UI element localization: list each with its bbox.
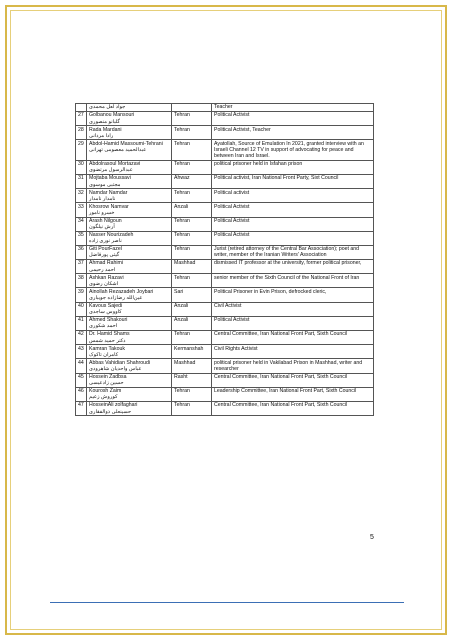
name-english: Ahmed Shakouri — [89, 317, 128, 324]
table-row — [76, 111, 374, 125]
row-number-cell: 40 — [76, 302, 87, 316]
name-english: Nasser Nourizadeh — [89, 232, 134, 239]
table-row — [76, 217, 374, 231]
table-row — [76, 174, 374, 188]
name-english: Arash Nilgoun — [89, 217, 122, 224]
name-persian: مجتبی موسوی — [89, 181, 121, 188]
name-persian: احمد شکوری — [89, 323, 118, 330]
row-number-cell: 28 — [76, 126, 87, 140]
table-row — [76, 359, 374, 373]
name-cell — [87, 111, 172, 125]
row-number-cell: 44 — [76, 359, 87, 373]
name-english: Mojtaba Moussavi — [89, 175, 131, 182]
row-number-cell: 46 — [76, 387, 87, 401]
name-persian: ناصر نوری زاده — [89, 238, 122, 245]
name-persian: کاووس ساجدی — [89, 309, 122, 316]
page-number: 5 — [370, 534, 374, 541]
table-row — [76, 302, 374, 316]
row-number-cell: 37 — [76, 260, 87, 274]
table-row — [76, 231, 374, 245]
city-cell: Anzali — [172, 203, 212, 217]
row-number-cell: 35 — [76, 231, 87, 245]
description-cell: political prisoner held in Isfahan prison — [212, 160, 374, 174]
description-cell: Central Committee, Iran National Front Part, Sixth Council — [212, 331, 374, 345]
row-number-cell: 32 — [76, 189, 87, 203]
description-cell: Political Activist — [212, 111, 374, 125]
name-english: Rada Mardani — [89, 126, 122, 133]
name-cell — [87, 140, 172, 160]
name-english: Kamran Takouk — [89, 345, 125, 352]
name-cell — [87, 359, 172, 373]
name-persian: احمد رحیمی — [89, 266, 116, 273]
city-cell: Tehran — [172, 387, 212, 401]
description-cell: Political Activist, Teacher — [212, 126, 374, 140]
description-cell: Political Activist — [212, 217, 374, 231]
name-cell — [87, 174, 172, 188]
name-english: Kavous Sajedi — [89, 303, 123, 310]
name-english: Abbas Vahidian Shahroudi — [89, 359, 151, 366]
description-cell: political prisoner held in Vakilabad Prison in Mashhad, writer and researcher — [212, 359, 374, 373]
name-persian: عباس واحدیان شاهرودی — [89, 365, 142, 372]
name-persian: عین‌الله رضازاده جویباری — [89, 295, 143, 302]
city-cell: Tehran — [172, 189, 212, 203]
table-row — [76, 331, 374, 345]
name-english: Abdolrasoul Mortazavi — [89, 161, 141, 168]
table-row — [76, 203, 374, 217]
row-number-cell: 47 — [76, 401, 87, 415]
description-cell: Political Prisoner in Evin Prison, defrocked cleric, — [212, 288, 374, 302]
name-cell — [87, 401, 172, 415]
description-cell: Political activist, Iran National Front Party, Sixt Council — [212, 174, 374, 188]
name-english: Giti PourFazel — [89, 246, 122, 253]
description-cell: Jurist (retired attorney of the Central Bar Association); poet and writer, member of the Iranian Writers' Association — [212, 245, 374, 259]
row-number-cell: 31 — [76, 174, 87, 188]
city-cell: Anzali — [172, 302, 212, 316]
city-cell — [172, 104, 212, 112]
table-row — [76, 316, 374, 330]
city-cell: Mashhad — [172, 359, 212, 373]
name-cell — [87, 245, 172, 259]
city-cell: Tehran — [172, 126, 212, 140]
table-row — [76, 160, 374, 174]
city-cell: Tehran — [172, 217, 212, 231]
name-cell — [87, 302, 172, 316]
table-row — [76, 373, 374, 387]
name-persian: حسین زادعیسی — [89, 380, 124, 387]
row-number-cell: 36 — [76, 245, 87, 259]
name-persian: رادا مردانی — [89, 132, 114, 139]
name-persian: عبدالرسول مرتضوی — [89, 167, 133, 174]
row-number-cell: 33 — [76, 203, 87, 217]
description-cell: Political activist — [212, 189, 374, 203]
table-row — [76, 140, 374, 160]
city-cell: Anzali — [172, 316, 212, 330]
name-cell — [87, 160, 172, 174]
table-row — [76, 387, 374, 401]
name-cell — [87, 331, 172, 345]
row-number-cell: 27 — [76, 111, 87, 125]
description-cell: Civil Rights Activist — [212, 345, 374, 359]
table-row — [76, 345, 374, 359]
name-persian: گلبانو منصوری — [89, 118, 120, 125]
name-cell — [87, 203, 172, 217]
name-cell — [87, 345, 172, 359]
table-row — [76, 288, 374, 302]
name-english: Khosrow Namvar — [89, 203, 129, 210]
row-number-cell: 34 — [76, 217, 87, 231]
row-number-cell: 41 — [76, 316, 87, 330]
name-cell — [87, 373, 172, 387]
description-cell: Political Activist — [212, 231, 374, 245]
name-cell — [87, 316, 172, 330]
name-cell — [87, 387, 172, 401]
footer-divider — [50, 602, 404, 603]
name-english: Abdol-Hamid Massoumi-Tehrani — [89, 140, 163, 147]
name-cell — [87, 126, 172, 140]
city-cell: Kermanshah — [172, 345, 212, 359]
name-english: Dr. Hamid Shams — [89, 331, 130, 338]
name-persian: دکتر حمید شمس — [89, 337, 126, 344]
name-persian: آرش نیلگون — [89, 224, 115, 231]
description-cell: Central Committee, Iran National Front Part, Sixth Council — [212, 401, 374, 415]
name-english: Hossein Zadbsa — [89, 373, 127, 380]
row-number-cell: 45 — [76, 373, 87, 387]
table-row — [76, 126, 374, 140]
city-cell: Tehran — [172, 140, 212, 160]
city-cell: Tehran — [172, 331, 212, 345]
city-cell: Ahwaz — [172, 174, 212, 188]
name-english: Namdar Namdar — [89, 189, 128, 196]
city-cell: Tehran — [172, 401, 212, 415]
name-cell — [87, 217, 172, 231]
name-cell — [87, 274, 172, 288]
name-cell — [87, 104, 172, 112]
name-persian: عبدالحمید معصومی تهرانی — [89, 146, 147, 153]
description-cell: Political Activist — [212, 203, 374, 217]
description-cell: senior member of the Sixth Council of the National Front of Iran — [212, 274, 374, 288]
name-english: Ahmad Rahimi — [89, 260, 124, 267]
name-persian: جواد لعل محمدی — [89, 104, 126, 111]
city-cell: Tehran — [172, 274, 212, 288]
table-row — [76, 245, 374, 259]
name-persian: گیتی پورفاضل — [89, 252, 120, 259]
row-number-cell: 42 — [76, 331, 87, 345]
name-cell — [87, 288, 172, 302]
description-cell: dismissed IT professor at the university, former political prisoner, — [212, 260, 374, 274]
table-row — [76, 189, 374, 203]
description-cell: Political Activist — [212, 316, 374, 330]
city-cell: Rasht — [172, 373, 212, 387]
name-english: Kourosh Zaim — [89, 388, 122, 395]
signatories-table — [75, 103, 374, 416]
city-cell: Tehran — [172, 245, 212, 259]
table-row — [76, 274, 374, 288]
row-number-cell: 29 — [76, 140, 87, 160]
name-persian: خسرو نامور — [89, 209, 115, 216]
city-cell: Tehran — [172, 160, 212, 174]
name-english: Golbanou Mansouri — [89, 112, 135, 119]
name-cell — [87, 231, 172, 245]
name-persian: اشکان رضوی — [89, 280, 119, 287]
table-row — [76, 104, 374, 112]
city-cell: Tehran — [172, 111, 212, 125]
description-cell: Civil Activist — [212, 302, 374, 316]
row-number-cell: 30 — [76, 160, 87, 174]
description-cell: Teacher — [212, 104, 374, 112]
name-persian: نامدار نامدار — [89, 195, 116, 202]
city-cell: Sari — [172, 288, 212, 302]
row-number-cell: 38 — [76, 274, 87, 288]
name-cell — [87, 189, 172, 203]
description-cell: Central Committee, Iran National Front Part, Sixth Council — [212, 373, 374, 387]
description-cell: Leadership Committee, Iran National Front Part, Sixth Council — [212, 387, 374, 401]
row-number-cell — [76, 104, 87, 112]
name-persian: کامران تاکوک — [89, 351, 119, 358]
name-english: Ainollah Rezazadeh Joybari — [89, 288, 154, 295]
name-persian: حسینعلی ذوالفقاری — [89, 408, 132, 415]
city-cell: Tehran — [172, 231, 212, 245]
name-persian: کوروش زعیم — [89, 394, 118, 401]
name-english: HosseinAli zolfaghari — [89, 402, 138, 409]
table-row — [76, 260, 374, 274]
name-cell — [87, 260, 172, 274]
city-cell: Mashhad — [172, 260, 212, 274]
name-english: Ashkan Razavi — [89, 274, 124, 281]
row-number-cell: 43 — [76, 345, 87, 359]
table-row — [76, 401, 374, 415]
description-cell: Ayatollah, Source of Emulation In 2021, granted interview with an Israeli Channel 12 TV in support of advocating for peace and between Iran and Israel. — [212, 140, 374, 160]
row-number-cell: 39 — [76, 288, 87, 302]
